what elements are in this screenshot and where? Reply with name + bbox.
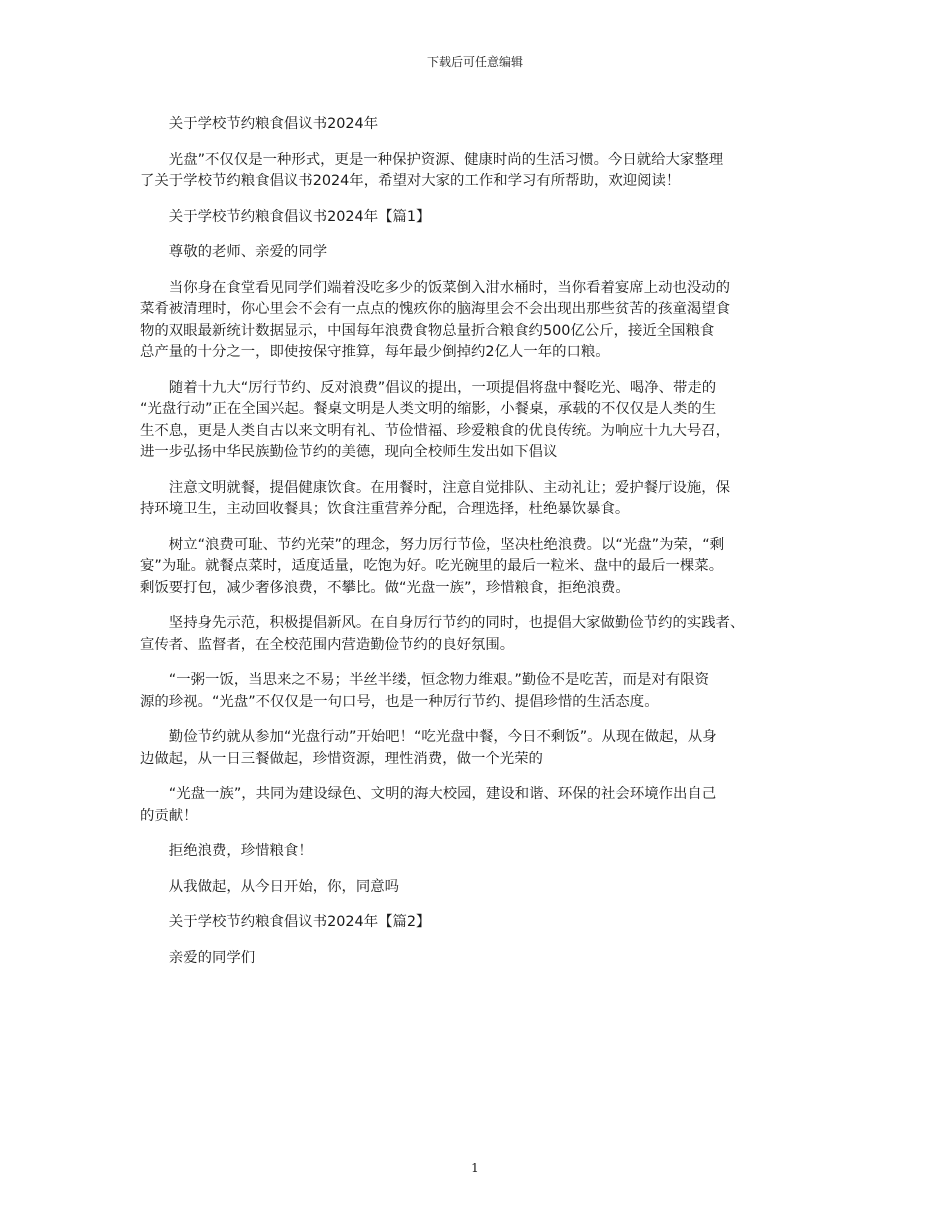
body-paragraph: [140, 727, 805, 770]
text-line: 勤俭节约就从参加“光盘行动”开始吧！“吃光盘中餐，今日不剩饭”。从现在做起，从身: [168, 729, 717, 745]
text-line: 坚持身先示范，积极提倡新风。在自身厉行节约的同时，也提倡大家做勤俭节约的实践者、: [168, 615, 745, 631]
text-line: 物的双眼最新统计数据显示，中国每年浪费食物总量折合粮食约500亿公斤，接近全国粮食: [140, 322, 715, 339]
text-line: “一粥一饭，当思来之不易；半丝半缕，恒念物力维艰。”勤俭不是吃苦，而是对有限资: [168, 672, 709, 688]
body-paragraph: [140, 784, 805, 827]
body-paragraph: [140, 535, 805, 600]
document-body: [140, 114, 805, 983]
body-paragraph: [140, 613, 805, 656]
body-paragraph: [140, 670, 805, 713]
text-line: 从我做起，从今日开始，你，同意吗: [168, 878, 400, 895]
text-line: 了关于学校节约粮食倡议书2024年，希望对大家的工作和学习有所帮助，欢迎阅读！: [140, 173, 681, 189]
closing-line: [140, 877, 805, 899]
text-line: 边做起，从一日三餐做起，珍惜资源，理性消费，做一个光荣的: [140, 750, 543, 767]
text-line: 当你身在食堂看见同学们端着没吃多少的饭菜倒入泔水桶时，当你看着宴席上动也没动的: [168, 279, 731, 296]
text-line: 注意文明就餐，提倡健康饮食。在用餐时，注意自觉排队、主动礼让；爱护餐厅设施，保: [168, 479, 731, 496]
text-line: 随着十九大“厉行节约、反对浪费”倡议的提出，一项提倡将盘中餐吃光、喝净、带走的: [168, 379, 717, 396]
section-heading-2: [140, 912, 805, 934]
page-header: 下载后可任意编辑: [426, 55, 523, 69]
text-line: 树立“浪费可耻、节约光荣”的理念，努力厉行节俭，坚决杜绝浪费。以“光盘”为荣，“剩: [168, 536, 725, 553]
body-paragraph: [140, 378, 805, 464]
text-line: 的贡献！: [140, 807, 198, 824]
body-paragraph: [140, 478, 805, 521]
text-line: 宣传者、监督者，在全校范围内营造勤俭节约的良好氛围。: [140, 636, 515, 653]
text-line: 光盘”不仅仅是一种形式，更是一种保护资源、健康时尚的生活习惯。今日就给大家整理: [168, 151, 724, 168]
text-line: 源的珍视。“光盘”不仅仅是一句口号，也是一种厉行节约、提倡珍惜的生活态度。: [140, 693, 659, 710]
slogan-line: [140, 841, 805, 863]
text-line: 总产量的十分之一，即使按保守推算，每年最少倒掉约2亿人一年的口粮。: [140, 344, 610, 360]
text-line: 剩饭要打包，减少奢侈浪费，不攀比。做“光盘一族”，珍惜粮食，拒绝浪费。: [140, 579, 630, 596]
salutation-line: 亲爱的同学们: [168, 949, 256, 966]
section-heading-1: [140, 207, 805, 229]
salutation: [140, 948, 805, 970]
text-line: 生不息，更是人类自古以来文明有礼、节俭惜福、珍爱粮食的优良传统。为响应十九大号召，: [140, 422, 731, 439]
salutation: [140, 242, 805, 264]
salutation-line: 尊敬的老师、亲爱的同学: [168, 244, 328, 260]
intro-paragraph: [140, 150, 805, 193]
text-line: 拒绝浪费，珍惜粮食！: [168, 843, 313, 859]
doc-title-line: 关于学校节约粮食倡议书2024年: [168, 116, 379, 132]
text-line: 持环境卫生，主动回收餐具；饮食注重营养分配，合理选择，杜绝暴饮暴食。: [140, 501, 630, 517]
text-line: “光盘一族”，共同为建设绿色、文明的海大校园，建设和谐、环保的社会环境作出自己: [168, 786, 717, 802]
page-number: 1: [471, 1161, 479, 1175]
text-line: 进一步弘扬中华民族勤俭节约的美德，现向全校师生发出如下倡议: [140, 444, 558, 460]
text-line: “光盘行动”正在全国兴起。餐桌文明是人类文明的缩影，小餐桌，承载的不仅仅是人类的生: [140, 401, 717, 417]
section-heading-line: 关于学校节约粮食倡议书2024年【篇1】: [168, 208, 431, 225]
text-line: 宴”为耻。就餐点菜时，适度适量，吃饱为好。吃光碗里的最后一粒米、盘中的最后一棵菜。: [140, 558, 724, 574]
section-heading-line: 关于学校节约粮食倡议书2024年【篇2】: [168, 914, 431, 930]
body-paragraph: [140, 278, 805, 364]
doc-title: [140, 114, 805, 136]
text-line: 菜肴被清理时，你心里会不会有一点点的愧疚你的脑海里会不会出现出那些贫苦的孩童渴望食: [140, 301, 731, 317]
